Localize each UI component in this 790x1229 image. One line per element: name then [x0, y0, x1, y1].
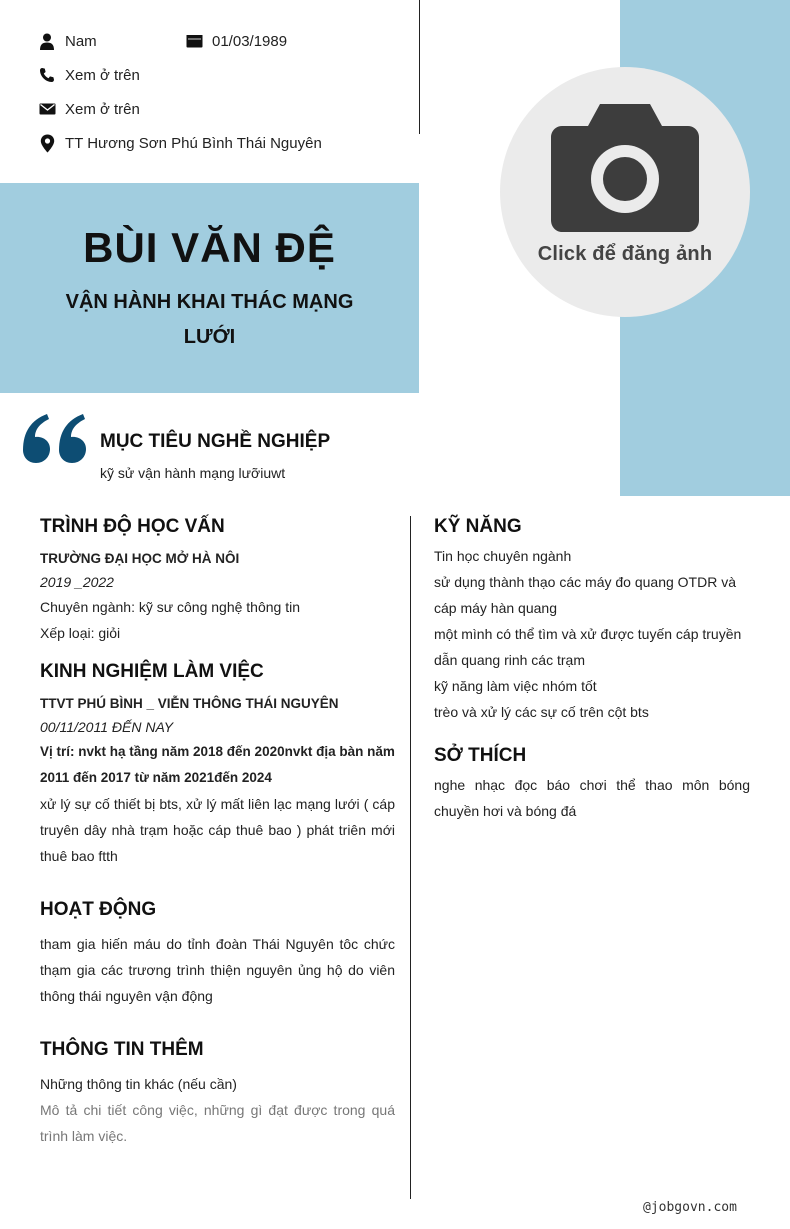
contact-address[interactable]	[38, 133, 322, 153]
additional-line-2[interactable]: Mô tả chi tiết công việc, những gì đạt được trong quá trình làm việc.	[40, 1102, 395, 1144]
experience-description[interactable]: xử lý sự cố thiết bị bts, xử lý mất liên lạc mạng lưới ( cáp truyên dây nhà trạm hoặc cáp thuê bao ) phát triên mới thuê bao ftth	[40, 796, 395, 864]
education-school[interactable]: TRƯỜNG ĐẠI HỌC MỞ HÀ NÔI	[40, 551, 240, 566]
location-pin-icon	[38, 134, 56, 152]
candidate-name: BÙI VĂN ĐỆ	[83, 224, 336, 271]
experience-role-line-1[interactable]: Vị trí: nvkt hạ tầng năm 2018 đến 2020nvkt địa bàn năm	[40, 744, 395, 759]
skills-item[interactable]: sử dụng thành thạo các máy đo quang OTDR và cáp máy hàn quang	[434, 574, 736, 616]
skills-item[interactable]: kỹ năng làm việc nhóm tốt	[434, 678, 597, 694]
experience-period[interactable]: 00/11/2011 ĐẾN NAY	[40, 719, 174, 735]
job-position	[45, 285, 374, 355]
education-title: TRÌNH ĐỘ HỌC VẤN	[40, 516, 225, 537]
photo-caption: Click để đăng ảnh	[537, 243, 713, 265]
mail-icon	[38, 100, 56, 118]
objective-title: MỤC TIÊU NGHỀ NGHIỆP	[100, 431, 331, 452]
calendar-icon	[185, 32, 203, 50]
hobbies-title: SỞ THÍCH	[434, 745, 527, 766]
watermark: @jobgovn.com	[643, 1200, 737, 1215]
header-divider	[419, 0, 420, 134]
quote-icon	[19, 414, 91, 464]
education-grade[interactable]: Xếp loại: giỏi	[40, 625, 121, 641]
hobbies-text[interactable]: nghe nhạc đọc báo chơi thể thao môn bóng chuyền hơi và bóng đá	[434, 777, 750, 819]
contact-birthdate[interactable]	[185, 31, 287, 51]
activities-text[interactable]: tham gia hiến máu do tỉnh đoàn Thái Nguyên tôc chức thạm gia các trương trình thiện nguyên ủng hộ do viên thông thái nguyên vận động	[40, 936, 395, 1004]
skills-item[interactable]: một mình có thể tìm và xử được tuyến cáp truyền dẫn quang rinh các trạm	[434, 626, 742, 668]
additional-title: THÔNG TIN THÊM	[40, 1039, 204, 1060]
email-value: Xem ở trên	[65, 100, 140, 118]
contact-email[interactable]	[38, 99, 140, 119]
skills-item[interactable]: Tin học chuyên ngành	[434, 548, 572, 564]
education-period[interactable]: 2019 _2022	[40, 574, 114, 590]
experience-company[interactable]: TTVT PHÚ BÌNH _ VIỄN THÔNG THÁI NGUYÊN	[40, 696, 339, 711]
contact-gender[interactable]	[38, 31, 97, 51]
gender-value: Nam	[65, 32, 97, 50]
position-line-2: LƯỚI	[183, 326, 236, 348]
birthdate-value: 01/03/1989	[212, 32, 288, 50]
education-major[interactable]: Chuyên ngành: kỹ sư công nghệ thông tin	[40, 599, 300, 615]
person-icon	[38, 32, 56, 50]
contact-phone[interactable]	[38, 65, 140, 85]
column-divider	[410, 516, 411, 1199]
activities-title: HOẠT ĐỘNG	[40, 899, 157, 920]
phone-icon	[38, 66, 56, 84]
address-value: TT Hương Sơn Phú Bình Thái Nguyên	[65, 134, 322, 152]
photo-upload[interactable]	[500, 67, 750, 317]
additional-line-1[interactable]: Những thông tin khác (nếu cần)	[40, 1076, 237, 1092]
phone-value: Xem ở trên	[65, 66, 140, 84]
skills-item[interactable]: trèo và xử lý các sự cố trên cột bts	[434, 704, 649, 720]
objective-text[interactable]: kỹ sử vận hành mạng lưỡiuwt	[100, 465, 286, 481]
camera-icon	[550, 102, 700, 234]
skills-title: KỸ NĂNG	[434, 516, 522, 537]
experience-title: KINH NGHIỆM LÀM VIỆC	[40, 661, 264, 682]
position-line-1: VẬN HÀNH KHAI THÁC MẠNG	[65, 291, 354, 313]
experience-role-line-2[interactable]: 2011 đến 2017 từ năm 2021đến 2024	[40, 770, 272, 785]
